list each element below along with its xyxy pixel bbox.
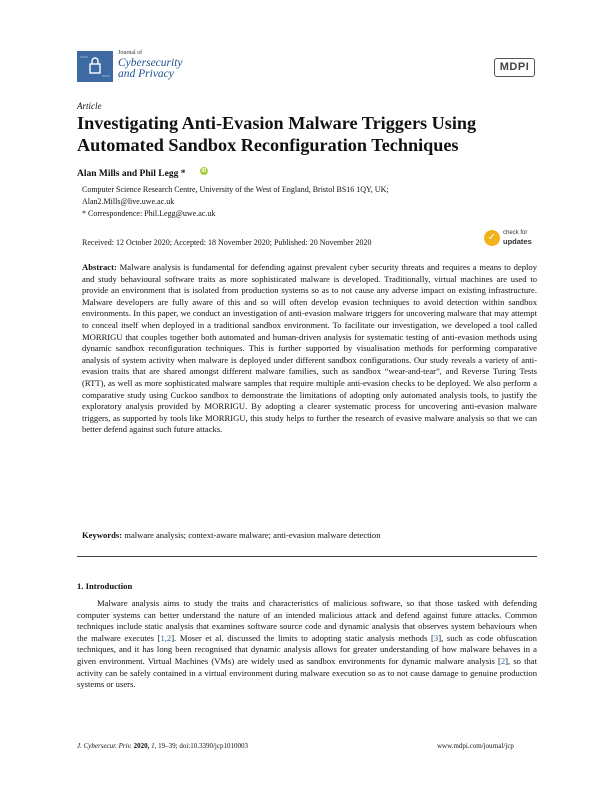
footer-citation [77,742,248,750]
check-for-updates-badge[interactable] [484,229,540,249]
intro-text-4: ], so that activity can be safely contained in a virtual environment during malware execution so as to not cause damage to genuine production systems or users. [77,655,537,690]
article-type: Article [77,101,102,111]
article-title: Investigating Anti-Evasion Malware Triggers Using Automated Sandbox Reconfiguration Techniques [77,113,477,155]
publication-dates: Received: 12 October 2020; Accepted: 18 November 2020; Published: 20 November 2020 [82,238,372,247]
citation-link[interactable]: 2 [500,655,506,666]
checkmark-icon: ✓ [484,230,500,246]
journal-name-line2: and Privacy [118,68,174,80]
intro-text-3: ], such as code obfuscation techniques, and it has long been recognised that dynamic analysis allows for greater understanding of how malware behaves in a given environment. Virtual Machines (VMs) are widely used as sandbox environments for dynamic malware analysis [ [77,632,537,666]
abstract [82,262,537,436]
keywords-label: Keywords: [82,530,123,540]
check-updates-line2: updates [503,237,532,246]
journal-logo [77,51,113,82]
affiliation: Computer Science Research Centre, University of the West of England, Bristol BS16 1QY, UK; [82,185,389,194]
journal-name-line1: Cybersecurity [118,57,183,69]
orcid-icon[interactable]: iD [201,168,207,174]
footer-url[interactable]: www.mdpi.com/journal/jcp [437,742,514,750]
keywords [82,530,537,540]
publisher-logo: MDPI [494,58,535,77]
citation-link[interactable]: 1,2 [160,632,172,643]
check-updates-line1: check for [503,230,528,236]
intro-text-2: ]. Moser et al. discussed the limits to adopting static analysis methods [ [171,632,434,643]
abstract-label: Abstract: [82,262,117,272]
author-list: Alan Mills and Phil Legg * [77,169,186,179]
intro-text-1: Malware analysis aims to study the traits and characteristics of malicious software, so that those tasked with defending computer systems can better understand the nature of an intended malicious attack and defend against future attacks. Common techniques include static analysis that examines software source code and dynamic analysis that observes system behaviours when the malware executes [ [77,598,537,643]
abstract-text: Malware analysis is fundamental for defending against prevalent cyber security threats and requires a means to deploy and study behavioural software traits as more sophisticated malware is developed. Traditionally, virtual machines are used to provide an environment that is isolated from production systems so as to not cause any adverse impact on existing infrastructure. Malware developers are fully aware of this and so will often develop evasion techniques to avoid detection within sandbox environments. In this paper, we conduct an investigation of anti-evasion malware triggers for uncovering malware that may attempt to conceal itself when deployed in a traditional sandbox environment. To facilitate our investigation, we developed a tool called MORRIGU that couples together both automated and human-driven analysis for systematic testing of anti-evasion methods using dynamic sandbox reconfiguration techniques. This is further supported by visualisation methods for performing comparative analysis of system activity when malware is deployed under different sandbox configurations. Our study reveals a variety of anti-evasion traits that are shared amongst different malware families, such as sandbox “wear-and-tear”, and Reverse Turing Tests (RTT), as well as more sophisticated malware samples that require multiple anti-evasion checks to be deployed. We also perform a comparative study using Cuckoo sandbox to demonstrate the limitations of adopting only automated analysis tools, to justify the exploratory analysis provided by MORRIGU. By adopting a clearer systematic process for uncovering anti-evasion malware triggers, as supported by tools like MORRIGU, this study helps to further the research of evasive malware analysis so that we can better defend against such future attacks. [82,262,537,435]
footer-volume: 1, [151,742,157,750]
author-email[interactable]: Alan2.Mills@live.uwe.ac.uk [82,197,175,206]
section-heading: 1. Introduction [77,581,133,591]
journal-name [118,58,183,80]
intro-paragraph [77,598,537,691]
journal-prefix: Journal of [118,50,143,56]
section-divider [77,556,537,557]
keywords-text: malware analysis; context-aware malware; anti-evasion malware detection [124,530,381,540]
footer-pages: 19–39; doi:10.3390/jcp1010003 [158,742,248,750]
footer-year: 2020, [133,742,150,750]
footer-journal: J. Cybersecur. Priv. [77,742,132,750]
citation-link[interactable]: 3 [433,632,439,643]
correspondence: * Correspondence: Phil.Legg@uwe.ac.uk [82,209,216,218]
